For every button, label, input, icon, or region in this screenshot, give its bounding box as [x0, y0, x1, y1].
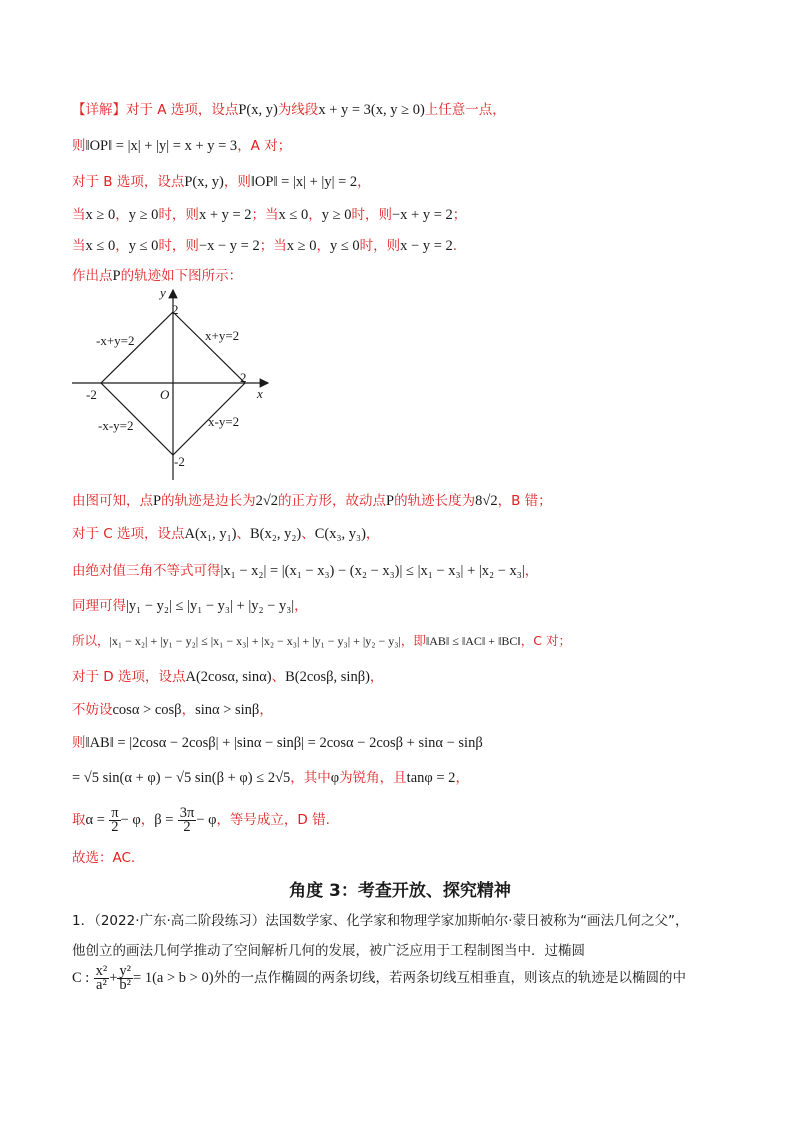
- question-1-line-3: C : $\frac{\text{x²}}{\text{a²}}$ + $\frac{\text{y²}}{\text{b²}}$ = 1(a > b > 0)外的一点作椭圆的两条切线，若两条切线互相垂直，则该点的轨迹是以椭圆的中: [72, 962, 687, 993]
- label-ne: x+y=2: [205, 328, 240, 343]
- solution-line-16: 取α = $\frac{\pi}{2}$ − φ，β = $\frac{3\pi}{2}$ − φ，等号成立，D 错.: [72, 804, 330, 835]
- detail-tag: 【详解】: [72, 102, 126, 118]
- question-1-line-1: 1．（2022·广东·高二阶段练习）法国数学家、化学家和物理学家加斯帕尔·蒙日被称为“画法几何之父”，: [72, 913, 689, 929]
- tick-bottom: -2: [174, 454, 185, 469]
- solution-line-13: 不妨设cosα > cosβ，sinα > sinβ，: [72, 702, 273, 718]
- solution-line-7: 由图可知，点P的轨迹是边长为2√2的正方形，故动点P的轨迹长度为8√2，B 错；: [72, 493, 552, 509]
- solution-line-14: 则‖AB‖ = |2cosα − 2cosβ| + |sinα − sinβ| = 2cosα − 2cosβ + sinα − sinβ: [72, 735, 483, 751]
- origin-label: O: [160, 387, 170, 402]
- solution-line-10: 同理可得|y₁ − y₂| ≤ |y₁ − y₃| + |y₂ − y₃|，: [72, 598, 308, 614]
- solution-line-8: 对于 C 选项，设点A(x₁, y₁)、B(x₂, y₂)、C(x₃, y₃)，: [72, 526, 380, 542]
- fraction-x2-a2: $\frac{\text{x²}}{\text{a²}}$: [95, 962, 108, 993]
- tick-left: -2: [86, 387, 97, 402]
- locus-graph: [60, 285, 280, 485]
- x-axis-label: x: [257, 386, 263, 401]
- solution-line-2: 则‖OP‖ = |x| + |y| = x + y = 3，A 对；: [72, 138, 292, 154]
- fraction-3pi-over-2: $\frac{3\pi}{2}$: [179, 804, 195, 835]
- tick-right: 2: [240, 370, 247, 385]
- solution-line-6: 作出点P的轨迹如下图所示：: [72, 268, 243, 284]
- tick-top: 2: [172, 302, 179, 317]
- solution-line-3: 对于 B 选项，设点P(x, y)，则‖OP‖ = |x| + |y| = 2，: [72, 174, 371, 190]
- section-heading: 角度 3：考查开放、探究精神: [289, 881, 511, 901]
- solution-line-11: 所以，|x₁ − x₂| + |y₁ − y₂| ≤ |x₁ − x₃| + |x₂ − x₃| + |y₁ − y₃| + |y₂ − y₃|，即‖AB‖ ≤ ‖AC‖ + ‖BC‖，C 对；: [72, 633, 571, 648]
- solution-line-4: 当x ≥ 0，y ≥ 0时，则x + y = 2；当x ≤ 0，y ≥ 0时，则−x + y = 2；: [72, 207, 467, 223]
- solution-line-1: 【详解】对于 A 选项，设点P(x, y)为线段x + y = 3(x, y ≥ 0)上任意一点，: [72, 102, 506, 118]
- solution-line-9: 由绝对值三角不等式可得|x₁ − x₂| = |(x₁ − x₃) − (x₂ − x₃)| ≤ |x₁ − x₃| + |x₂ − x₃|，: [72, 563, 539, 579]
- solution-line-12: 对于 D 选项，设点A(2cosα, sinα)、B(2cosβ, sinβ)，: [72, 669, 384, 685]
- solution-line-15: = √5 sin(α + φ) − √5 sin(β + φ) ≤ 2√5，其中φ为锐角，且tanφ = 2，: [72, 770, 469, 786]
- answer: 故选：AC.: [72, 850, 136, 866]
- y-axis-label: y: [160, 285, 166, 300]
- fraction-y2-b2: $\frac{\text{y²}}{\text{b²}}$: [119, 962, 132, 993]
- question-1-line-2: 他创立的画法几何学推动了空间解析几何的发展，被广泛应用于工程制图当中．过椭圆: [72, 943, 585, 959]
- fraction-pi-over-2: $\frac{\pi}{2}$: [111, 804, 119, 835]
- label-nw: -x+y=2: [96, 333, 135, 348]
- solution-line-17: [72, 848, 135, 868]
- label-se: x-y=2: [208, 414, 240, 429]
- label-sw: -x-y=2: [98, 418, 134, 433]
- solution-line-5: 当x ≤ 0，y ≤ 0时，则−x − y = 2；当x ≥ 0，y ≤ 0时，则x − y = 2.: [72, 238, 458, 254]
